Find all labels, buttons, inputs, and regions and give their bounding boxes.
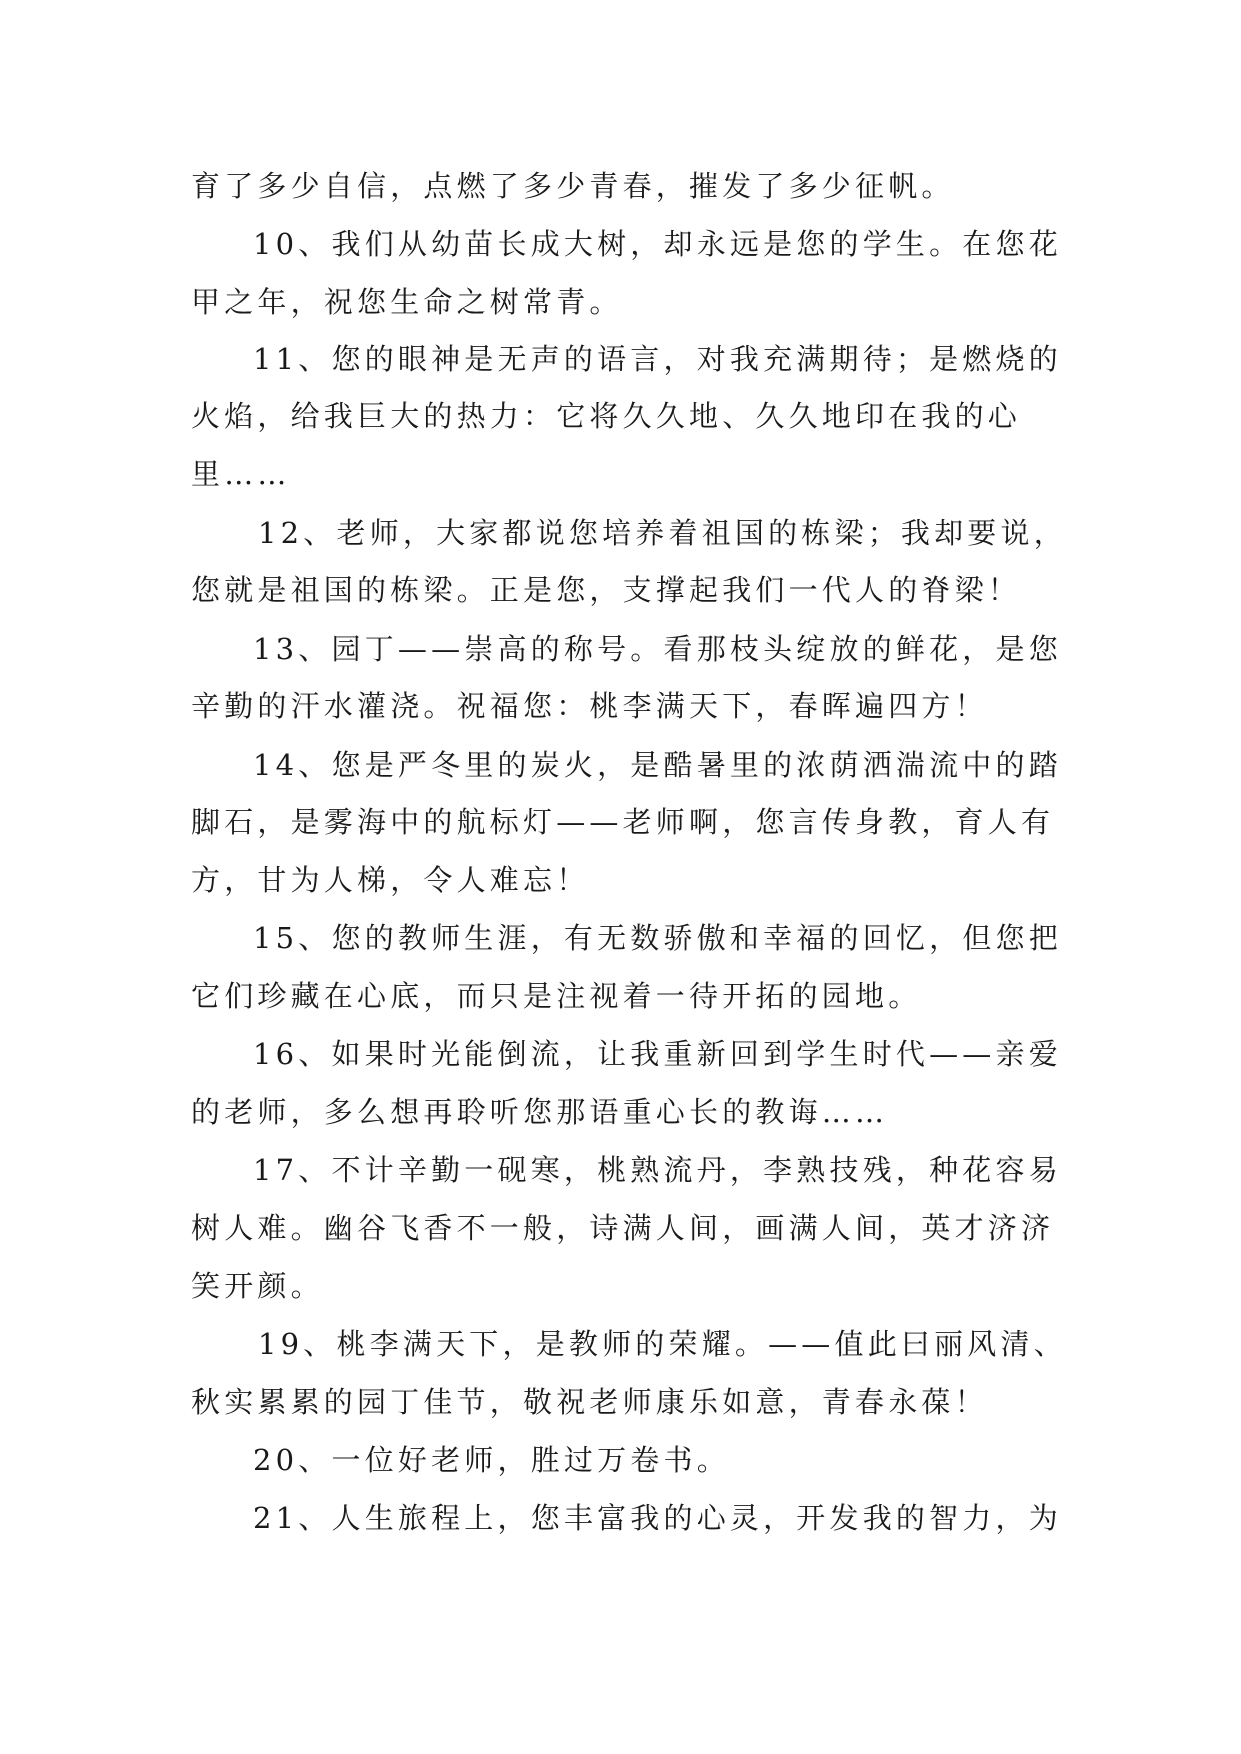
text-line: 笑开颜。 bbox=[191, 1269, 324, 1303]
text-line: 12、老师，大家都说您培养着祖国的栋梁；我却要说， bbox=[258, 516, 1067, 550]
text-line: 15、您的教师生涯，有无数骄傲和幸福的回忆，但您把 bbox=[253, 921, 1062, 955]
text-line: 方，甘为人梯，令人难忘！ bbox=[191, 863, 590, 897]
text-line: 里…… bbox=[191, 457, 291, 491]
text-line: 17、不计辛勤一砚寒，桃熟流丹，李熟技残，种花容易 bbox=[253, 1153, 1062, 1187]
text-line: 脚石，是雾海中的航标灯——老师啊，您言传身教，育人有 bbox=[191, 805, 1055, 839]
text-line: 树人难。幽谷飞香不一般，诗满人间，画满人间，英才济济 bbox=[191, 1211, 1055, 1245]
text-line: 16、如果时光能倒流，让我重新回到学生时代——亲爱 bbox=[253, 1037, 1062, 1071]
text-line: 甲之年，祝您生命之树常青。 bbox=[191, 285, 623, 319]
text-line: 20、一位好老师，胜过万卷书。 bbox=[253, 1443, 730, 1477]
text-line: 育了多少自信，点燃了多少青春，摧发了多少征帆。 bbox=[191, 169, 955, 203]
text-line: 10、我们从幼苗长成大树，却永远是您的学生。在您花 bbox=[253, 227, 1062, 261]
text-line: 11、您的眼神是无声的语言，对我充满期待；是燃烧的 bbox=[253, 342, 1062, 376]
text-line: 的老师，多么想再聆听您那语重心长的教诲…… bbox=[191, 1095, 889, 1129]
text-line: 19、桃李满天下，是教师的荣耀。——值此曰丽风清、 bbox=[258, 1327, 1067, 1361]
text-line: 它们珍藏在心底，而只是注视着一待开拓的园地。 bbox=[191, 979, 922, 1013]
text-line: 火焰，给我巨大的热力：它将久久地、久久地印在我的心 bbox=[191, 399, 1022, 433]
text-line: 14、您是严冬里的炭火，是酷暑里的浓荫洒湍流中的踏 bbox=[253, 748, 1062, 782]
text-line: 13、园丁——崇高的称号。看那枝头绽放的鲜花，是您 bbox=[253, 632, 1062, 666]
text-line: 秋实累累的园丁佳节，敬祝老师康乐如意，青春永葆！ bbox=[191, 1385, 988, 1419]
text-line: 您就是祖国的栋梁。正是您，支撑起我们一代人的脊梁！ bbox=[191, 573, 1022, 607]
text-line: 辛勤的汗水灌浇。祝福您：桃李满天下，春晖遍四方！ bbox=[191, 689, 988, 723]
text-line: 21、人生旅程上，您丰富我的心灵，开发我的智力，为 bbox=[253, 1501, 1062, 1535]
